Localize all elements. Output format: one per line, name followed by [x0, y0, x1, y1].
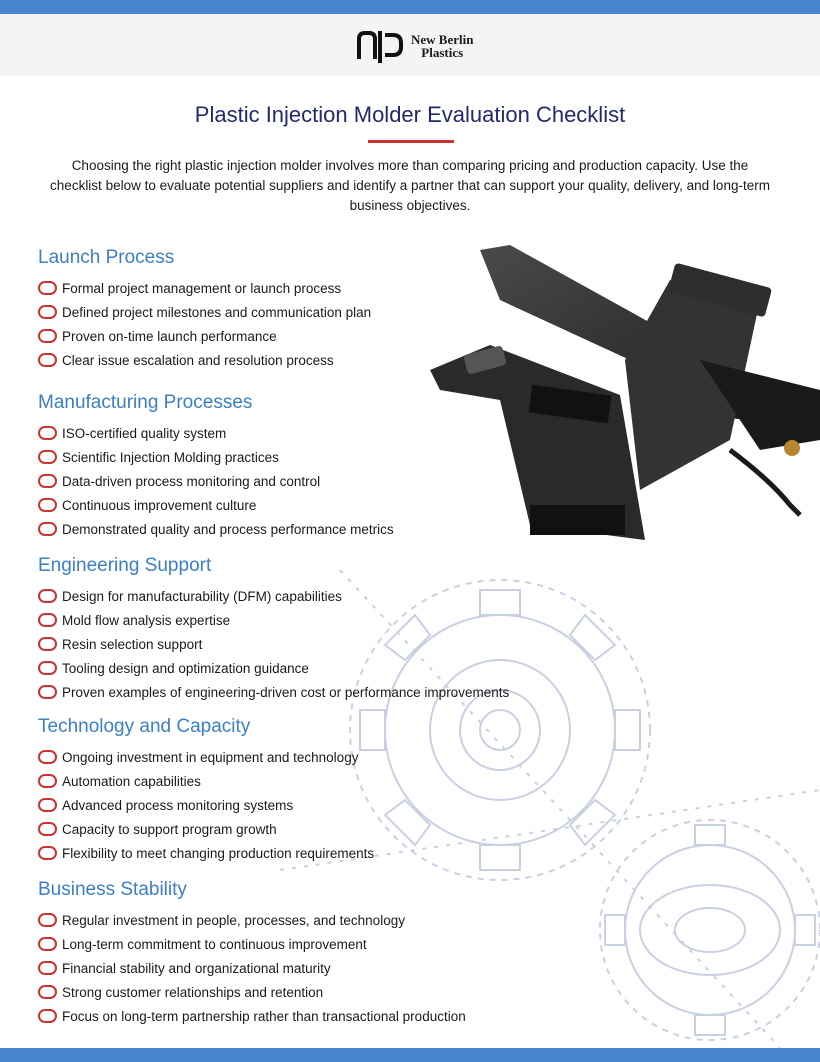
item-label: Tooling design and optimization guidance [62, 660, 309, 676]
checkbox-icon[interactable] [38, 961, 57, 975]
item-label: Proven on-time launch performance [62, 328, 277, 344]
checkbox-icon[interactable] [38, 1009, 57, 1023]
item-label: Capacity to support program growth [62, 821, 277, 837]
checkbox-icon[interactable] [38, 774, 57, 788]
title-underline [368, 140, 454, 143]
checkbox-icon[interactable] [38, 474, 57, 488]
item-label: Automation capabilities [62, 773, 201, 789]
section-title: Engineering Support [38, 555, 212, 576]
checklist-item [38, 469, 394, 493]
checkbox-icon[interactable] [38, 750, 57, 764]
item-label: Clear issue escalation and resolution process [62, 352, 334, 368]
brand-line1: New Berlin [411, 32, 474, 47]
item-label: Resin selection support [62, 636, 203, 652]
checklist-item [38, 276, 371, 300]
checklist-item [38, 348, 371, 372]
checkbox-icon[interactable] [38, 450, 57, 464]
np-logo-icon [357, 29, 403, 63]
section-technology-capacity [38, 715, 374, 865]
item-label: Continuous improvement culture [62, 497, 257, 513]
checkbox-icon[interactable] [38, 589, 57, 603]
item-label: Flexibility to meet changing production requirements [62, 845, 375, 861]
checklist-item [38, 445, 394, 469]
item-label: Defined project milestones and communication plan [62, 304, 372, 320]
checkbox-icon[interactable] [38, 913, 57, 927]
checkbox-icon[interactable] [38, 822, 57, 836]
item-label: Data-driven process monitoring and control [62, 473, 321, 489]
checkbox-icon[interactable] [38, 498, 57, 512]
top-accent-bar [0, 0, 820, 14]
checklist-item [38, 793, 374, 817]
checkbox-icon[interactable] [38, 637, 57, 651]
item-label: Formal project management or launch process [62, 280, 342, 296]
checkbox-icon[interactable] [38, 798, 57, 812]
item-label: Proven examples of engineering-driven cost or performance improvements [62, 684, 510, 700]
molded-part-image [430, 240, 820, 540]
item-label: Focus on long-term partnership rather than transactional production [62, 1008, 466, 1024]
item-label: Long-term commitment to continuous improvement [62, 936, 367, 952]
checkbox-icon[interactable] [38, 353, 57, 367]
item-label: Scientific Injection Molding practices [62, 449, 279, 465]
checklist-item [38, 980, 466, 1004]
checklist-item [38, 517, 394, 541]
section-launch-process [38, 246, 371, 372]
checkbox-icon[interactable] [38, 329, 57, 343]
checkbox-icon[interactable] [38, 613, 57, 627]
checklist-item [38, 841, 374, 865]
checklist-item [38, 1004, 466, 1028]
bottom-accent-bar [0, 1048, 820, 1062]
checklist-item [38, 680, 509, 704]
checklist-item [38, 584, 509, 608]
item-label: Design for manufacturability (DFM) capabilities [62, 588, 342, 604]
checklist-item [38, 608, 509, 632]
checklist-item [38, 656, 509, 680]
checklist-item [38, 300, 371, 324]
checklist-item [38, 493, 394, 517]
section-title: Business Stability [38, 879, 187, 900]
item-label: Demonstrated quality and process performance metrics [62, 521, 394, 537]
checklist-item [38, 632, 509, 656]
item-label: Ongoing investment in equipment and technology [62, 749, 359, 765]
item-label: ISO-certified quality system [62, 425, 227, 441]
checklist-item [38, 908, 466, 932]
brand-logo [357, 28, 473, 64]
intro-paragraph: Choosing the right plastic injection molder involves more than comparing pricing and production capacity. Use the checklist below to evaluate potential suppliers and identify a partner that can support your quality, delivery, and long-term business objectives. [50, 158, 770, 213]
section-business-stability [38, 878, 466, 1028]
brand-line2: Plastics [421, 45, 464, 60]
item-label: Mold flow analysis expertise [62, 612, 231, 628]
checkbox-icon[interactable] [38, 281, 57, 295]
page-title: Plastic Injection Molder Evaluation Checklist [194, 102, 626, 127]
section-title: Manufacturing Processes [38, 392, 253, 413]
item-label: Advanced process monitoring systems [62, 797, 294, 813]
checkbox-icon[interactable] [38, 305, 57, 319]
checklist-item [38, 817, 374, 841]
checklist-item [38, 324, 371, 348]
section-engineering-support [38, 554, 509, 704]
checkbox-icon[interactable] [38, 426, 57, 440]
checklist-item [38, 956, 466, 980]
item-label: Regular investment in people, processes, and technology [62, 912, 405, 928]
item-label: Financial stability and organizational maturity [62, 960, 331, 976]
checkbox-icon[interactable] [38, 661, 57, 675]
checkbox-icon[interactable] [38, 985, 57, 999]
checklist-item [38, 769, 374, 793]
brand-wordmark [411, 33, 473, 59]
item-label: Strong customer relationships and retention [62, 984, 324, 1000]
section-title: Launch Process [38, 247, 175, 268]
checkbox-icon[interactable] [38, 846, 57, 860]
checklist-item [38, 932, 466, 956]
checkbox-icon[interactable] [38, 522, 57, 536]
section-manufacturing-processes [38, 391, 394, 541]
checklist-item [38, 421, 394, 445]
section-title: Technology and Capacity [38, 716, 251, 737]
checkbox-icon[interactable] [38, 685, 57, 699]
checkbox-icon[interactable] [38, 937, 57, 951]
checklist-item [38, 745, 374, 769]
